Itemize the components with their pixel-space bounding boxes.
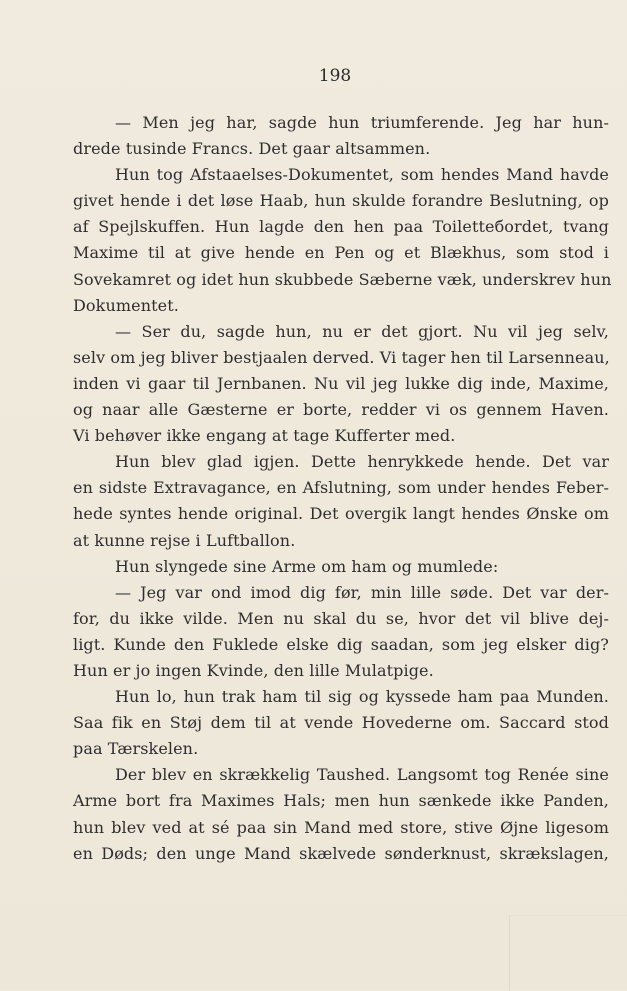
text-line: en sidste Extravagance, en Afslutning, som under hendes Feber- — [73, 478, 609, 498]
text-line: Arme bort fra Maximes Hals; men hun sænkede ikke Panden, — [73, 791, 609, 811]
text-line: og naar alle Gæsterne er borte, redder vi os gennem Haven. — [73, 400, 609, 420]
text-line: drede tusinde Francs. Det gaar altsammen. — [73, 139, 431, 159]
text-line: inden vi gaar til Jernbanen. Nu vil jeg lukke dig inde, Maxime, — [73, 373, 609, 393]
text-line: Sovekamret og idet hun skubbede Sæberne væk, underskrev hun — [73, 269, 612, 289]
text-line: Hun blev glad igjen. Dette henrykkede hende. Det var — [115, 452, 609, 472]
text-line: givet hende i det løse Haab, hun skulde forandre Beslutning, op — [73, 191, 609, 211]
text-line: Maxime til at give hende en Pen og et Blækhus, som stod i — [73, 243, 609, 263]
text-line: selv om jeg bliver bestjaalen derved. Vi tager hen til Larsenneau, — [73, 347, 610, 367]
text-line: at kunne rejse i Luftballon. — [73, 530, 296, 550]
text-line: — Jeg var ond imod dig før, min lille søde. Det var der- — [115, 582, 609, 602]
text-line: Hun tog Afstaaelses-Dokumentet, som hendes Mand havde — [115, 165, 609, 185]
text-line: Saa fik en Støj dem til at vende Hovederne om. Saccard stod — [73, 713, 609, 733]
text-line: af Spejlskuffen. Hun lagde den hen paa Toiletteбordet, tvang — [73, 217, 609, 237]
text-line: ligt. Kunde den Fuklede elske dig saadan, som jeg elsker dig? — [73, 634, 609, 654]
text-line: paa Tærskelen. — [73, 739, 199, 759]
text-line: — Ser du, sagde hun, nu er det gjort. Nu vil jeg selv, — [115, 321, 609, 341]
text-line: Der blev en skrækkelig Taushed. Langsomt tog Renée sine — [115, 765, 609, 785]
page-number: 198 — [318, 66, 352, 86]
text-line: Hun slyngede sine Arme om ham og mumlede: — [115, 556, 499, 576]
text-line: Hun er jo ingen Kvinde, den lille Mulatpige. — [73, 660, 434, 680]
text-line: for, du ikke vilde. Men nu skal du se, hvor det vil blive dej- — [73, 608, 609, 628]
text-line: Dokumentet. — [73, 295, 179, 315]
text-line: hun blev ved at sé paa sin Mand med store, stive Øjne ligesom — [73, 817, 609, 837]
text-line: en Døds; den unge Mand skælvede sønderknust, skrækslagen, — [73, 843, 609, 863]
text-line: Hun lo, hun trak ham til sig og kyssede ham paa Munden. — [115, 687, 609, 707]
body-text — [73, 110, 612, 867]
text-line: Vi behøver ikke engang at tage Kufferter med. — [73, 426, 456, 446]
text-line: hede syntes hende original. Det overgik langt hendes Ønske om — [73, 504, 609, 524]
text-line: — Men jeg har, sagde hun triumferende. Jeg har hun- — [115, 113, 609, 132]
page-corner-mark — [509, 915, 627, 991]
